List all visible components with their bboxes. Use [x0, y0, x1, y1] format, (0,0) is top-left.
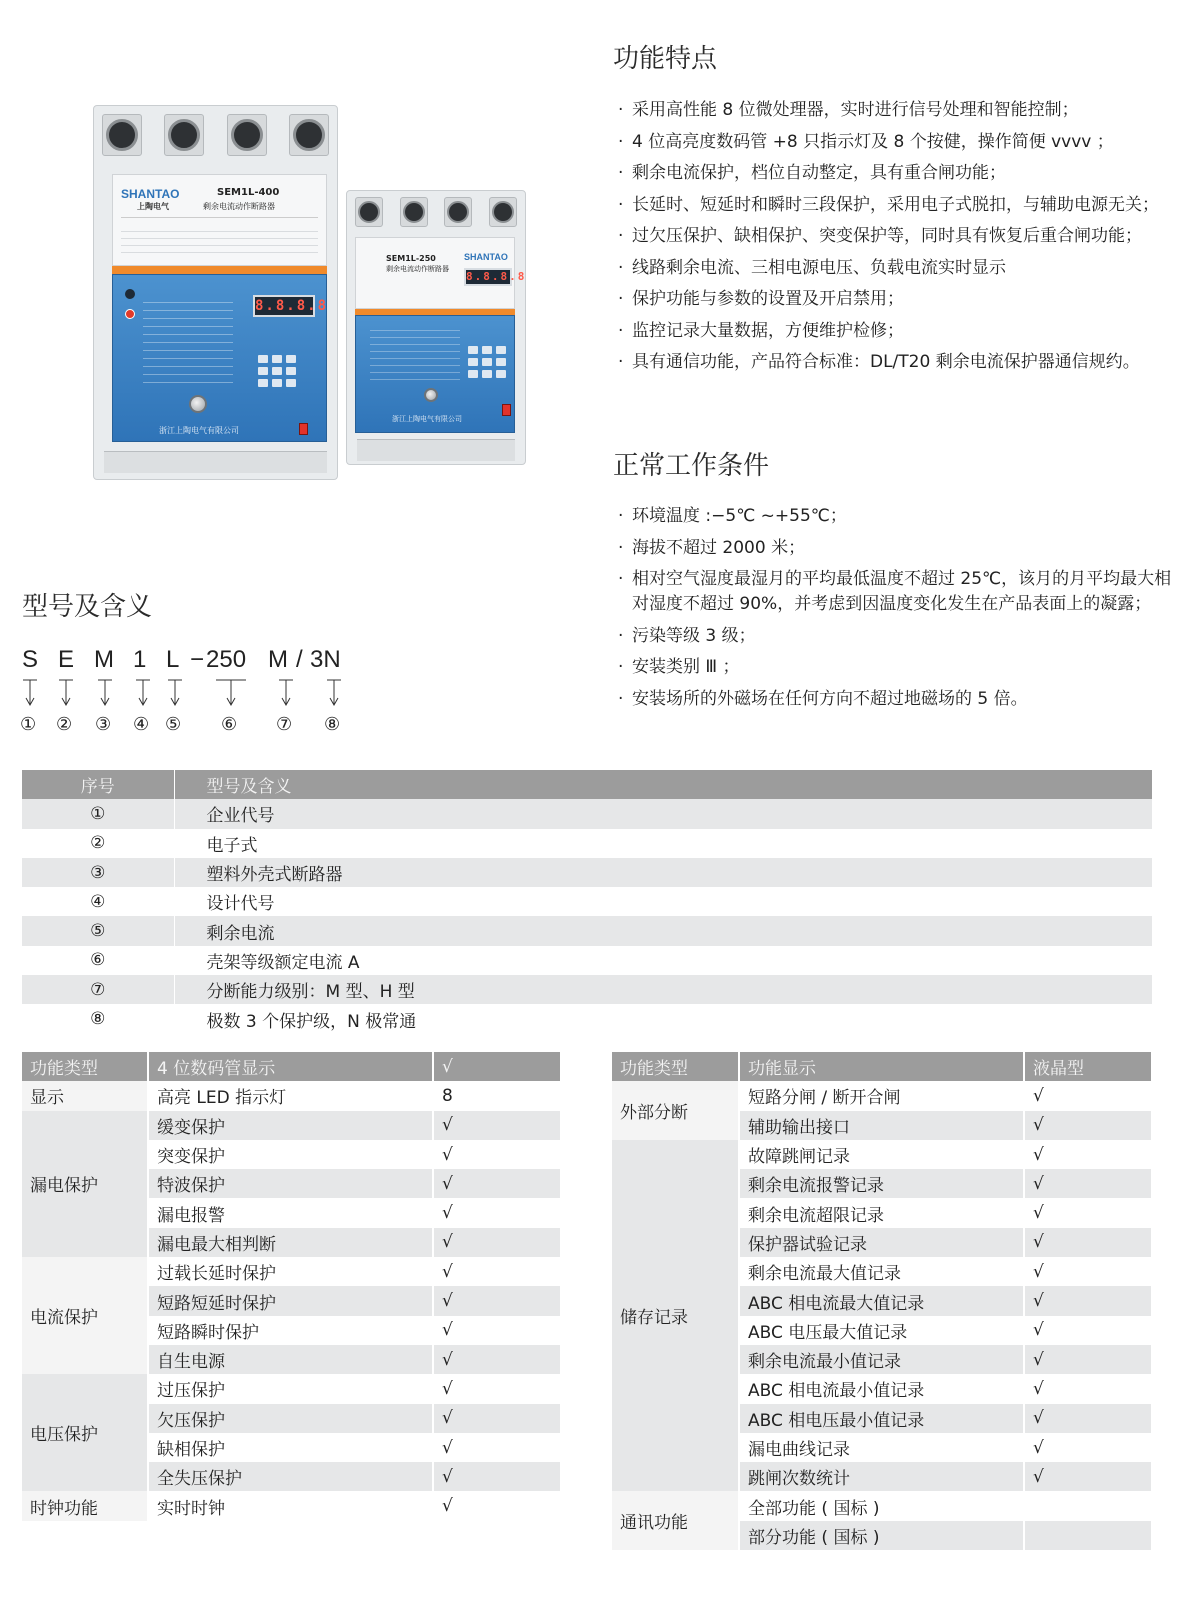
model-code-number: ⑦ — [276, 714, 293, 735]
check-cell: √ — [433, 1286, 561, 1315]
table-row — [22, 1081, 561, 1110]
table-row — [22, 799, 1153, 828]
conditions-list — [616, 504, 1176, 718]
index-cell: ④ — [22, 887, 174, 916]
display-table — [612, 1052, 1153, 1550]
terminal — [289, 114, 329, 156]
index-cell: ① — [22, 799, 174, 828]
function-cell: 保护器试验记录 — [739, 1228, 1024, 1257]
device-name: 剩余电流动作断路器 — [203, 202, 275, 211]
terminal — [227, 114, 267, 156]
function-cell: 全部功能 ( 国标 ) — [739, 1491, 1024, 1520]
model-code-number: ⑥ — [221, 714, 238, 735]
condition-item: · 安装类别 Ⅲ ； — [616, 655, 1176, 680]
terminal — [489, 197, 517, 227]
function-cell: 漏电曲线记录 — [739, 1433, 1024, 1462]
model-code-char: 1 — [133, 646, 147, 673]
brand-logo: SHANTAO — [464, 252, 508, 262]
terminal — [400, 197, 428, 227]
keypad[interactable] — [258, 355, 296, 387]
red-switch[interactable] — [502, 404, 511, 416]
features-list — [616, 98, 1176, 382]
function-cell: 短路瞬时保护 — [148, 1316, 433, 1345]
col-header-type: 功能类型 — [22, 1052, 148, 1081]
group-cell: 外部分断 — [612, 1081, 739, 1140]
meaning-cell: 企业代号 — [174, 799, 1153, 828]
check-cell: √ — [1024, 1345, 1152, 1374]
maker-label: 浙江上陶电气有限公司 — [392, 416, 462, 423]
index-cell: ⑤ — [22, 916, 174, 945]
table-row — [612, 1081, 1152, 1110]
brand-cn: 上陶电气 — [137, 202, 169, 211]
col-header-display: 功能显示 — [739, 1052, 1024, 1081]
check-cell: √ — [1024, 1433, 1152, 1462]
feature-item: · 保护功能与参数的设置及开启禁用； — [616, 287, 1176, 312]
check-cell: √ — [1024, 1374, 1152, 1403]
function-cell: 剩余电流最大值记录 — [739, 1257, 1024, 1286]
down-arrow-icon — [215, 678, 247, 708]
down-arrow-icon — [167, 678, 183, 708]
test-knob[interactable] — [189, 395, 207, 413]
check-cell: √ — [1024, 1169, 1152, 1198]
check-cell: √ — [1024, 1257, 1152, 1286]
down-arrow-icon — [326, 678, 342, 708]
feature-item: · 剩余电流保护，档位自动整定，具有重合闸功能； — [616, 161, 1176, 186]
meaning-table — [22, 770, 1153, 1034]
model-code-char: M — [94, 646, 114, 673]
features-title: 功能特点 — [613, 44, 718, 74]
function-cell: ABC 电压最大值记录 — [739, 1316, 1024, 1345]
check-cell: √ — [433, 1228, 561, 1257]
function-cell: 过载长延时保护 — [148, 1257, 433, 1286]
test-knob[interactable] — [424, 388, 438, 402]
function-cell: ABC 相电流最小值记录 — [739, 1374, 1024, 1403]
function-table — [22, 1052, 562, 1521]
conditions-title: 正常工作条件 — [613, 451, 770, 481]
table-row — [22, 1111, 561, 1140]
function-cell: 故障跳闸记录 — [739, 1140, 1024, 1169]
col-header-display: 4 位数码管显示 — [148, 1052, 433, 1081]
top-terminals — [102, 114, 329, 156]
col-header-type: 功能类型 — [612, 1052, 739, 1081]
table-row — [22, 1257, 561, 1286]
product-photo — [88, 100, 548, 490]
model-code-char: − — [190, 646, 205, 673]
index-cell: ② — [22, 829, 174, 858]
group-cell: 漏电保护 — [22, 1111, 148, 1257]
control-panel — [112, 274, 327, 442]
table-row — [612, 1491, 1152, 1520]
group-cell: 电压保护 — [22, 1374, 148, 1491]
group-cell: 显示 — [22, 1081, 148, 1110]
function-cell: 短路分闸 / 断开合闸 — [739, 1081, 1024, 1110]
index-cell: ⑦ — [22, 975, 174, 1004]
col-header-lcd: 液晶型 — [1024, 1052, 1152, 1081]
function-cell: 缺相保护 — [148, 1433, 433, 1462]
check-cell: √ — [433, 1374, 561, 1403]
check-cell: √ — [433, 1111, 561, 1140]
model-code-number: ④ — [133, 714, 150, 735]
table-row — [22, 975, 1153, 1004]
model-code-number: ③ — [95, 714, 112, 735]
bottom-terminals — [104, 451, 327, 473]
check-cell: √ — [1024, 1316, 1152, 1345]
model-code-char: E — [58, 646, 75, 673]
check-cell: √ — [1024, 1404, 1152, 1433]
meaning-cell: 设计代号 — [174, 887, 1153, 916]
col-header-index: 序号 — [22, 770, 174, 799]
model-code-char: S — [22, 646, 39, 673]
down-arrow-icon — [135, 678, 151, 708]
control-panel — [355, 315, 515, 433]
function-cell: 欠压保护 — [148, 1404, 433, 1433]
meaning-cell: 剩余电流 — [174, 916, 1153, 945]
orange-stripe — [112, 266, 327, 274]
nameplate — [112, 174, 327, 266]
check-cell: 8 — [433, 1081, 561, 1110]
group-cell: 储存记录 — [612, 1140, 739, 1492]
model-label: SEM1L-400 — [217, 187, 280, 198]
check-cell: √ — [433, 1404, 561, 1433]
check-cell: √ — [1024, 1286, 1152, 1315]
nameplate — [355, 237, 527, 309]
table-row — [22, 946, 1153, 975]
check-cell: √ — [1024, 1140, 1152, 1169]
table-row — [22, 1491, 561, 1520]
function-cell: ABC 相电压最小值记录 — [739, 1404, 1024, 1433]
check-cell: √ — [433, 1257, 561, 1286]
terminal — [102, 114, 142, 156]
check-cell: √ — [1024, 1111, 1152, 1140]
index-cell: ⑥ — [22, 946, 174, 975]
feature-item: · 采用高性能 8 位微处理器，实时进行信号处理和智能控制； — [616, 98, 1176, 123]
check-cell: √ — [1024, 1228, 1152, 1257]
function-cell: 辅助输出接口 — [739, 1111, 1024, 1140]
function-cell: 漏电报警 — [148, 1198, 433, 1227]
model-code-number: ⑧ — [324, 714, 341, 735]
function-cell: 特波保护 — [148, 1169, 433, 1198]
check-cell: √ — [433, 1491, 561, 1520]
function-cell: 漏电最大相判断 — [148, 1228, 433, 1257]
breaker-sem1l-250 — [346, 190, 526, 465]
check-cell: √ — [433, 1462, 561, 1491]
maker-label: 浙江上陶电气有限公司 — [159, 426, 239, 435]
feature-item: · 线路剩余电流、三相电源电压、负载电流实时显示 — [616, 256, 1176, 281]
condition-item: · 环境温度 :−5℃ ~+55℃； — [616, 504, 1176, 529]
check-cell: √ — [433, 1345, 561, 1374]
feature-item: · 监控记录大量数据，方便维护检修； — [616, 319, 1176, 344]
feature-item: · 过欠压保护、缺相保护、突变保护等，同时具有恢复后重合闸功能； — [616, 224, 1176, 249]
keypad[interactable] — [468, 346, 506, 378]
model-code-char: 250 — [206, 646, 247, 673]
function-cell: 全失压保护 — [148, 1462, 433, 1491]
terminal — [355, 197, 383, 227]
terminal — [164, 114, 204, 156]
check-cell: √ — [433, 1316, 561, 1345]
group-cell: 通讯功能 — [612, 1491, 739, 1550]
table-row — [22, 887, 1153, 916]
function-cell: 自生电源 — [148, 1345, 433, 1374]
function-cell: 缓变保护 — [148, 1111, 433, 1140]
function-cell: 高亮 LED 指示灯 — [148, 1081, 433, 1110]
model-code-char: L — [166, 646, 180, 673]
feature-item: · 4 位高亮度数码管 +8 只指示灯及 8 个按健，操作简便 vvvv ； — [616, 130, 1176, 155]
check-cell: √ — [1024, 1462, 1152, 1491]
model-title: 型号及含义 — [22, 592, 153, 622]
index-cell: ⑧ — [22, 1004, 174, 1033]
down-arrow-icon — [278, 678, 294, 708]
condition-item: · 海拔不超过 2000 米； — [616, 536, 1176, 561]
down-arrow-icon — [97, 678, 113, 708]
group-cell: 电流保护 — [22, 1257, 148, 1374]
red-switch[interactable] — [299, 423, 308, 435]
function-cell: 部分功能 ( 国标 ) — [739, 1521, 1024, 1550]
model-code-char: 3N — [310, 646, 341, 673]
led-display: 8.8.8.8 — [253, 295, 315, 317]
model-code-char: M — [268, 646, 288, 673]
meaning-cell: 极数 3 个保护级，N 极常通 — [174, 1004, 1153, 1033]
top-terminals — [355, 197, 517, 227]
meaning-cell: 壳架等级额定电流 A — [174, 946, 1153, 975]
check-cell — [1024, 1491, 1152, 1520]
check-cell: √ — [433, 1169, 561, 1198]
feature-item: · 具有通信功能，产品符合标准：DL/T20 剩余电流保护器通信规约。 — [616, 350, 1176, 375]
check-cell: √ — [433, 1433, 561, 1462]
table-row — [22, 1004, 1153, 1033]
led-display: 8.8.8.8 — [464, 268, 512, 286]
function-cell: 过压保护 — [148, 1374, 433, 1403]
check-cell: √ — [433, 1140, 561, 1169]
condition-item: · 相对空气湿度最湿月的平均最低温度不超过 25℃，该月的月平均最大相对湿度不超过 90%，并考虑到因温度变化发生在产品表面上的凝露； — [616, 567, 1176, 617]
check-cell — [1024, 1521, 1152, 1550]
down-arrow-icon — [58, 678, 74, 708]
index-cell: ③ — [22, 858, 174, 887]
brand-logo: SHANTAO — [121, 187, 180, 201]
function-cell: 剩余电流最小值记录 — [739, 1345, 1024, 1374]
condition-item: · 安装场所的外磁场在任何方向不超过地磁场的 5 倍。 — [616, 687, 1176, 712]
model-code-char: / — [296, 646, 303, 673]
table-row — [612, 1140, 1152, 1169]
meaning-cell: 分断能力级别：M 型、H 型 — [174, 975, 1153, 1004]
bottom-terminals — [357, 439, 515, 461]
function-cell: 短路短延时保护 — [148, 1286, 433, 1315]
model-label: SEM1L-250 — [386, 254, 436, 263]
check-cell: √ — [1024, 1198, 1152, 1227]
table-row — [22, 1374, 561, 1403]
group-cell: 时钟功能 — [22, 1491, 148, 1520]
model-code-number: ⑤ — [165, 714, 182, 735]
table-row — [22, 858, 1153, 887]
model-code-number: ① — [20, 714, 37, 735]
check-cell: √ — [433, 1198, 561, 1227]
function-cell: 剩余电流报警记录 — [739, 1169, 1024, 1198]
table-row — [22, 829, 1153, 858]
function-cell: 跳闸次数统计 — [739, 1462, 1024, 1491]
function-cell: 突变保护 — [148, 1140, 433, 1169]
col-header-check: √ — [433, 1052, 561, 1081]
meaning-cell: 塑料外壳式断路器 — [174, 858, 1153, 887]
meaning-cell: 电子式 — [174, 829, 1153, 858]
function-cell: 剩余电流超限记录 — [739, 1198, 1024, 1227]
col-header-meaning: 型号及含义 — [174, 770, 1153, 799]
function-cell: ABC 相电流最大值记录 — [739, 1286, 1024, 1315]
breaker-sem1l-400 — [93, 105, 338, 480]
down-arrow-icon — [22, 678, 38, 708]
condition-item: · 污染等级 3 级； — [616, 624, 1176, 649]
function-cell: 实时时钟 — [148, 1491, 433, 1520]
check-cell: √ — [1024, 1081, 1152, 1110]
model-code-number: ② — [56, 714, 73, 735]
feature-item: · 长延时、短延时和瞬时三段保护，采用电子式脱扣，与辅助电源无关； — [616, 193, 1176, 218]
device-name: 剩余电流动作断路器 — [386, 265, 449, 273]
terminal — [444, 197, 472, 227]
table-row — [22, 916, 1153, 945]
